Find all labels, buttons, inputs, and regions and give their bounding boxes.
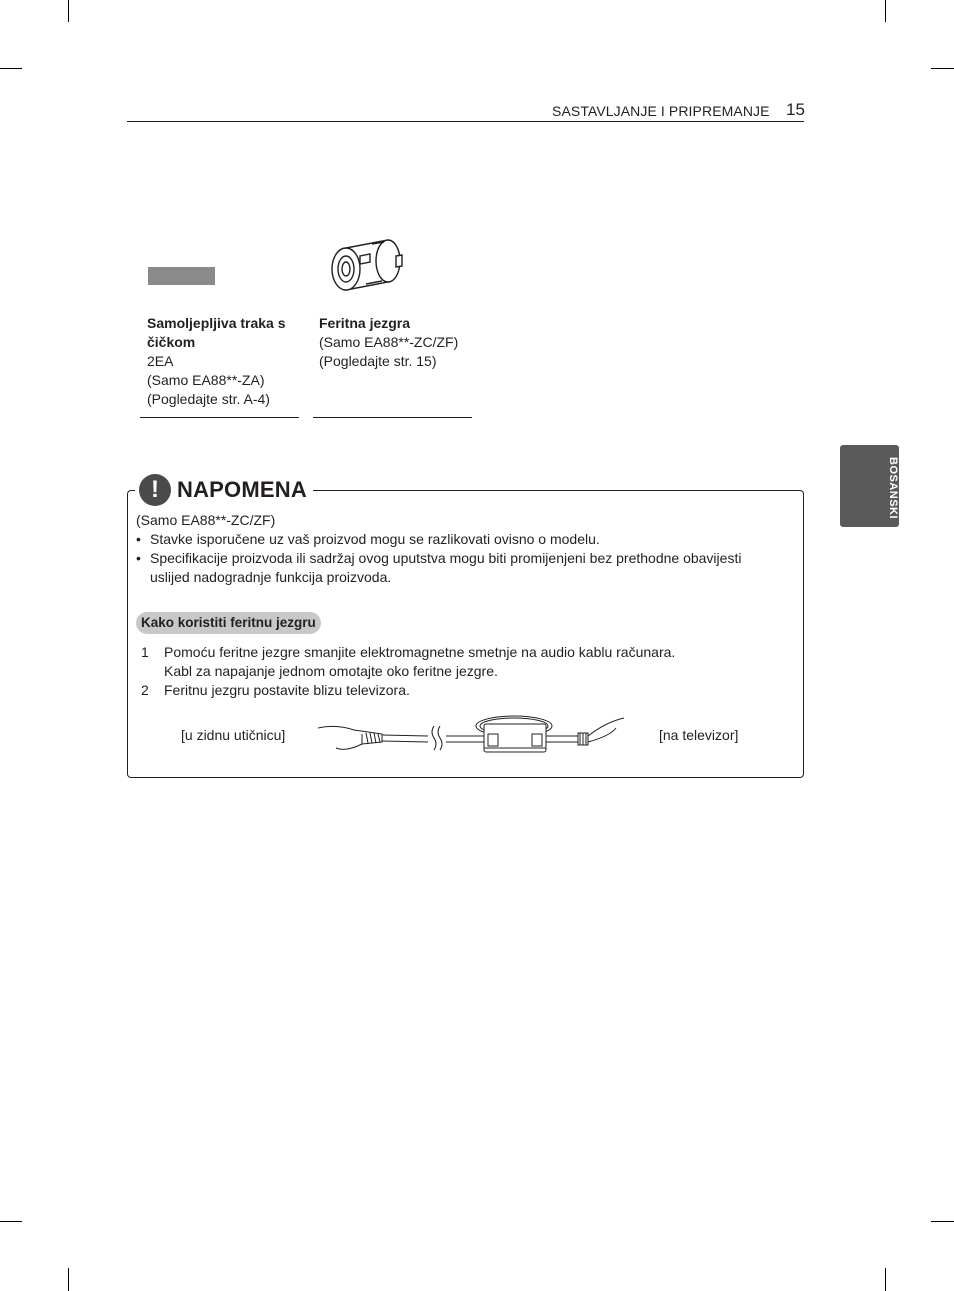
step-text: Pomoću feritne jezgre smanjite elektromagnetne smetnje na audio kablu računara. — [164, 644, 676, 660]
accessory-line: (Pogledajte str. A-4) — [147, 391, 270, 407]
accessory-divider — [140, 417, 299, 418]
page-number: 15 — [786, 100, 805, 119]
crop-mark — [0, 1221, 22, 1222]
velcro-tape-image — [148, 267, 215, 285]
ferrite-cable-diagram — [316, 712, 626, 756]
crop-mark — [885, 0, 886, 22]
howto-heading: Kako koristiti feritnu jezgru — [136, 612, 321, 634]
tv-label: [na televizor] — [659, 727, 739, 743]
accessory-line: (Pogledajte str. 15) — [319, 353, 437, 369]
crop-mark — [68, 0, 69, 22]
language-tab — [840, 445, 899, 527]
note-bullet: • Stavke isporučene uz vaš proizvod mogu se razlikovati ovisno o modelu. — [136, 530, 741, 549]
ferrite-core-image — [326, 234, 410, 294]
accessory-line: 2EA — [147, 353, 174, 369]
step-text: Feritnu jezgru postavite blizu televizora. — [164, 682, 410, 698]
language-tab-label: BOSANSKI — [887, 457, 899, 520]
step-text: Kabl za napajanje jednom omotajte oko feritne jezgre. — [164, 663, 498, 679]
note-scope: (Samo EA88**-ZC/ZF) — [136, 512, 276, 528]
crop-mark — [885, 1268, 886, 1291]
note-body — [136, 511, 741, 587]
note-bullet-continuation: uslijed nadogradnje funkcija proizvoda. — [150, 569, 392, 585]
section-title: SASTAVLJANJE I PRIPREMANJE — [552, 103, 770, 119]
crop-mark — [931, 68, 954, 69]
header-rule — [127, 121, 804, 122]
step-number: 2 — [141, 682, 149, 698]
crop-mark — [0, 68, 22, 69]
accessory-line: (Samo EA88**-ZC/ZF) — [319, 334, 459, 350]
crop-mark — [931, 1221, 954, 1222]
wall-outlet-label: [u zidnu utičnicu] — [181, 727, 286, 743]
accessory-ferrite — [319, 314, 479, 371]
note-bullet: • Specifikacije proizvoda ili sadržaj ovog uputstva mogu biti promijenjeni bez prethodne obavijesti — [136, 549, 741, 568]
note-header — [135, 472, 313, 508]
exclamation-icon: ! — [139, 474, 171, 506]
accessory-name: Feritna jezgra — [319, 315, 411, 331]
accessory-velcro — [147, 314, 297, 409]
crop-mark — [68, 1268, 69, 1291]
note-title: NAPOMENA — [177, 477, 307, 502]
step-number: 1 — [141, 644, 149, 660]
accessory-line: (Samo EA88**-ZA) — [147, 372, 265, 388]
accessory-name: Samoljepljiva traka s čičkom — [147, 315, 286, 350]
accessory-divider — [313, 417, 472, 418]
